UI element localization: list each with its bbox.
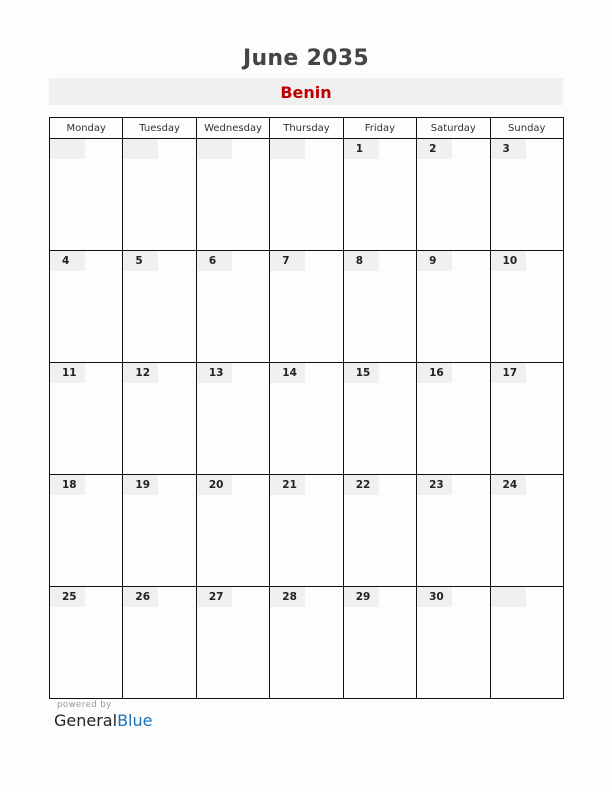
day-number: 8: [344, 251, 379, 271]
day-number: [123, 139, 158, 159]
day-cell: [343, 139, 416, 251]
week-row: [50, 251, 564, 363]
day-number: 11: [50, 363, 85, 383]
day-cell: [123, 139, 196, 251]
day-cell: [270, 363, 343, 475]
day-cell: [417, 251, 490, 363]
day-cell: [270, 475, 343, 587]
day-cell: [343, 587, 416, 699]
weekday-sunday: Sunday: [490, 118, 563, 139]
day-number: 14: [270, 363, 305, 383]
day-number: 2: [417, 139, 452, 159]
day-cell: [50, 587, 123, 699]
day-cell: [417, 475, 490, 587]
day-cell: [50, 251, 123, 363]
brand-blue-text: Blue: [117, 711, 153, 730]
day-number: 17: [491, 363, 526, 383]
day-number: 23: [417, 475, 452, 495]
weekday-saturday: Saturday: [417, 118, 490, 139]
weekday-monday: Monday: [50, 118, 123, 139]
weekday-wednesday: Wednesday: [196, 118, 269, 139]
day-cell: [123, 475, 196, 587]
day-cell: [196, 251, 269, 363]
day-cell: [123, 251, 196, 363]
day-number: [197, 139, 232, 159]
day-cell: [50, 363, 123, 475]
day-number: 28: [270, 587, 305, 607]
day-number: 7: [270, 251, 305, 271]
day-number: 6: [197, 251, 232, 271]
powered-by-label: powered by: [57, 700, 112, 710]
day-number: 1: [344, 139, 379, 159]
week-row: [50, 475, 564, 587]
day-number: 29: [344, 587, 379, 607]
day-cell: [490, 139, 563, 251]
day-number: 22: [344, 475, 379, 495]
week-row: [50, 139, 564, 251]
day-number: [270, 139, 305, 159]
day-cell: [343, 363, 416, 475]
day-cell: [123, 587, 196, 699]
week-row: [50, 587, 564, 699]
day-number: 13: [197, 363, 232, 383]
calendar-grid: [49, 117, 564, 699]
day-cell: [343, 251, 416, 363]
day-cell: [417, 139, 490, 251]
day-number: 9: [417, 251, 452, 271]
day-cell: [490, 587, 563, 699]
weekday-friday: Friday: [343, 118, 416, 139]
day-number: 25: [50, 587, 85, 607]
weekday-header-row: [50, 118, 564, 139]
day-cell: [490, 251, 563, 363]
day-number: 26: [123, 587, 158, 607]
calendar-title: June 2035: [242, 46, 370, 71]
day-number: 15: [344, 363, 379, 383]
day-cell: [123, 363, 196, 475]
day-number: 3: [491, 139, 526, 159]
day-cell: [270, 251, 343, 363]
country-name: Benin: [280, 83, 332, 102]
day-number: 27: [197, 587, 232, 607]
day-cell: [196, 363, 269, 475]
week-row: [50, 363, 564, 475]
day-number: 16: [417, 363, 452, 383]
day-number: 20: [197, 475, 232, 495]
weekday-thursday: Thursday: [270, 118, 343, 139]
day-number: 5: [123, 251, 158, 271]
day-number: 24: [491, 475, 526, 495]
day-cell: [270, 139, 343, 251]
day-cell: [50, 139, 123, 251]
day-cell: [196, 587, 269, 699]
day-cell: [270, 587, 343, 699]
day-cell: [343, 475, 416, 587]
day-cell: [417, 587, 490, 699]
country-banner: [49, 78, 563, 105]
day-number: 30: [417, 587, 452, 607]
generalblue-logo[interactable]: [54, 711, 152, 730]
day-number: 19: [123, 475, 158, 495]
day-number: 10: [491, 251, 526, 271]
day-cell: [490, 363, 563, 475]
day-number: 4: [50, 251, 85, 271]
day-cell: [196, 475, 269, 587]
day-number: [50, 139, 85, 159]
day-cell: [50, 475, 123, 587]
brand-general-text: General: [54, 711, 118, 730]
weekday-tuesday: Tuesday: [123, 118, 196, 139]
day-number: 12: [123, 363, 158, 383]
day-number: 18: [50, 475, 85, 495]
day-cell: [196, 139, 269, 251]
day-cell: [490, 475, 563, 587]
day-number: [491, 587, 526, 607]
day-cell: [417, 363, 490, 475]
day-number: 21: [270, 475, 305, 495]
